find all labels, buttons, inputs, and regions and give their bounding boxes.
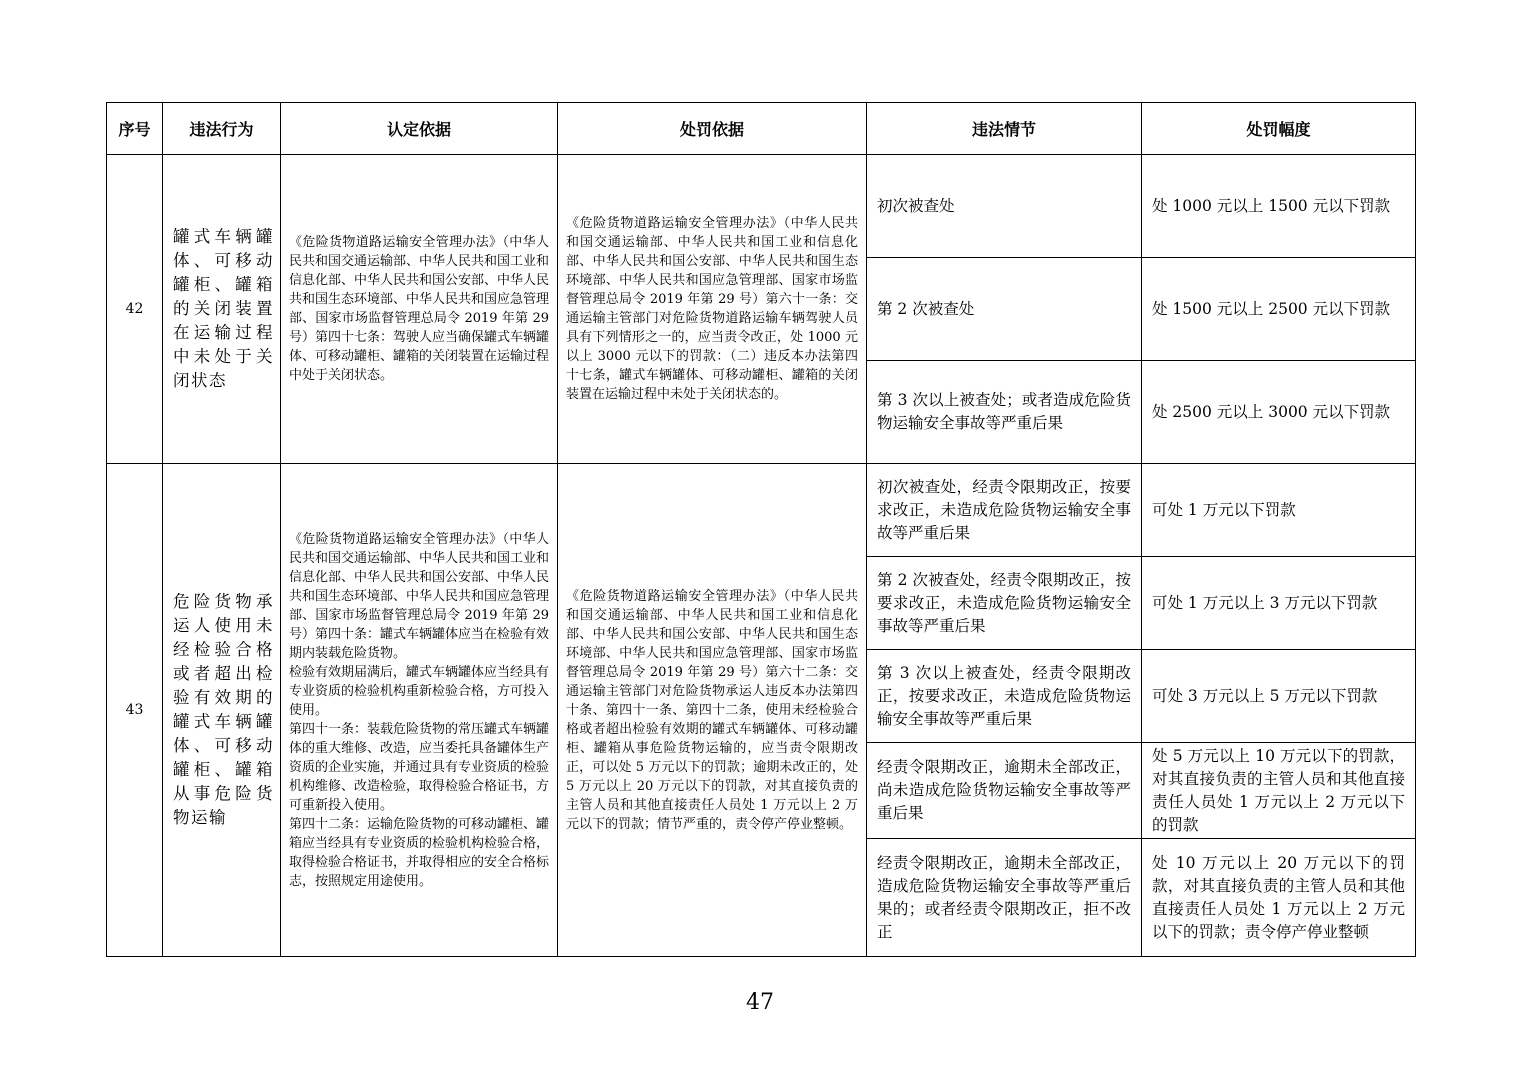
penalty-table	[106, 102, 1416, 957]
legal-basis	[281, 464, 558, 957]
row-number: 43	[107, 464, 163, 957]
penalty-range: 可处 1 万元以上 3 万元以下罚款	[1142, 557, 1416, 650]
violation-situation: 第 2 次被查处	[867, 258, 1142, 361]
penalty-range: 处 1500 元以上 2500 元以下罚款	[1142, 258, 1416, 361]
violation-situation: 第 3 次以上被查处；或者造成危险货物运输安全事故等严重后果	[867, 361, 1142, 464]
legal-basis: 《危险货物道路运输安全管理办法》（中华人民共和国交通运输部、中华人民共和国工业和信息化部、中华人民共和国公安部、中华人民共和国生态环境部、中华人民共和国应急管理部、国家市场监督管理总局令 2019 年第 29 号）第四十七条：驾驶人应当确保罐式车辆罐体、可移动罐柜、罐箱的关闭装置在运输过程中处于关闭状态。	[281, 155, 558, 464]
violation-act: 危险货物承运人使用未经检验合格或者超出检验有效期的罐式车辆罐体、可移动罐柜、罐箱从事危险货物运输	[163, 464, 281, 957]
violation-situation: 经责令限期改正，逾期未全部改正，尚未造成危险货物运输安全事故等严重后果	[867, 743, 1142, 839]
violation-situation: 初次被查处	[867, 155, 1142, 258]
violation-situation: 第 2 次被查处，经责令限期改正，按要求改正，未造成危险货物运输安全事故等严重后果	[867, 557, 1142, 650]
page-number: 47	[746, 990, 774, 1015]
header-situation: 违法情节	[867, 103, 1142, 155]
penalty-range: 可处 3 万元以上 5 万元以下罚款	[1142, 650, 1416, 743]
penalty-range: 处 10 万元以上 20 万元以下的罚款，对其直接负责的主管人员和其他直接责任人员处 1 万元以上 2 万元以下的罚款；责令停产停业整顿	[1142, 839, 1416, 957]
penalty-range: 处 2500 元以上 3000 元以下罚款	[1142, 361, 1416, 464]
header-basis: 认定依据	[281, 103, 558, 155]
legal-basis-paragraph: 《危险货物道路运输安全管理办法》（中华人民共和国交通运输部、中华人民共和国工业和信息化部、中华人民共和国公安部、中华人民共和国生态环境部、中华人民共和国应急管理部、国家市场监督管理总局令 2019 年第 29 号）第四十条：罐式车辆罐体应当在检验有效期内装载危险货物。	[289, 531, 550, 661]
penalty-range: 可处 1 万元以下罚款	[1142, 464, 1416, 557]
violation-situation: 初次被查处，经责令限期改正，按要求改正，未造成危险货物运输安全事故等严重后果	[867, 464, 1142, 557]
table-row	[107, 155, 1416, 258]
violation-situation: 第 3 次以上被查处，经责令限期改正，按要求改正，未造成危险货物运输安全事故等严重后果	[867, 650, 1142, 743]
violation-act: 罐式车辆罐体、可移动罐柜、罐箱的关闭装置在运输过程中未处于关闭状态	[163, 155, 281, 464]
violation-situation: 经责令限期改正，逾期未全部改正，造成危险货物运输安全事故等严重后果的；或者经责令限期改正，拒不改正	[867, 839, 1142, 957]
legal-basis-paragraph: 第四十二条：运输危险货物的可移动罐柜、罐箱应当经具有专业资质的检验机构检验合格，取得检验合格证书，并取得相应的安全合格标志，按照规定用途使用。	[289, 816, 550, 889]
table-row	[107, 464, 1416, 557]
legal-basis-paragraph: 第四十一条：装载危险货物的常压罐式车辆罐体的重大维修、改造，应当委托具备罐体生产资质的企业实施，并通过具有专业资质的检验机构维修、改造检验，取得检验合格证书，方可重新投入使用。	[289, 721, 550, 813]
legal-basis-paragraph: 检验有效期届满后，罐式车辆罐体应当经具有专业资质的检验机构重新检验合格，方可投入使用。	[289, 664, 550, 718]
row-number: 42	[107, 155, 163, 464]
header-penalty: 处罚幅度	[1142, 103, 1416, 155]
penalty-range: 处 1000 元以上 1500 元以下罚款	[1142, 155, 1416, 258]
penalty-basis: 《危险货物道路运输安全管理办法》（中华人民共和国交通运输部、中华人民共和国工业和信息化部、中华人民共和国公安部、中华人民共和国生态环境部、中华人民共和国应急管理部、国家市场监督管理总局令 2019 年第 29 号）第六十一条：交通运输主管部门对危险货物道路运输车辆驾驶人员具有下列情形之一的，应当责令改正，处 1000 元以上 3000 元以下的罚款：（二）违反本办法第四十七条，罐式车辆罐体、可移动罐柜、罐箱的关闭装置在运输过程中未处于关闭状态的。	[558, 155, 867, 464]
header-penalty-basis: 处罚依据	[558, 103, 867, 155]
header-no: 序号	[107, 103, 163, 155]
penalty-basis: 《危险货物道路运输安全管理办法》（中华人民共和国交通运输部、中华人民共和国工业和信息化部、中华人民共和国公安部、中华人民共和国生态环境部、中华人民共和国应急管理部、国家市场监督管理总局令 2019 年第 29 号）第六十二条：交通运输主管部门对危险货物承运人违反本办法第四十条、第四十一条、第四十二条，使用未经检验合格或者超出检验有效期的罐式车辆罐体、可移动罐柜、罐箱从事危险货物运输的，应当责令限期改正，可以处 5 万元以下的罚款；逾期未改正的，处 5 万元以上 20 万元以下的罚款，对其直接负责的主管人员和其他直接责任人员处 1 万元以上 2 万元以下的罚款；情节严重的，责令停产停业整顿。	[558, 464, 867, 957]
header-row	[107, 103, 1416, 155]
header-act: 违法行为	[163, 103, 281, 155]
penalty-range: 处 5 万元以上 10 万元以下的罚款，对其直接负责的主管人员和其他直接责任人员处 1 万元以上 2 万元以下的罚款	[1142, 743, 1416, 839]
